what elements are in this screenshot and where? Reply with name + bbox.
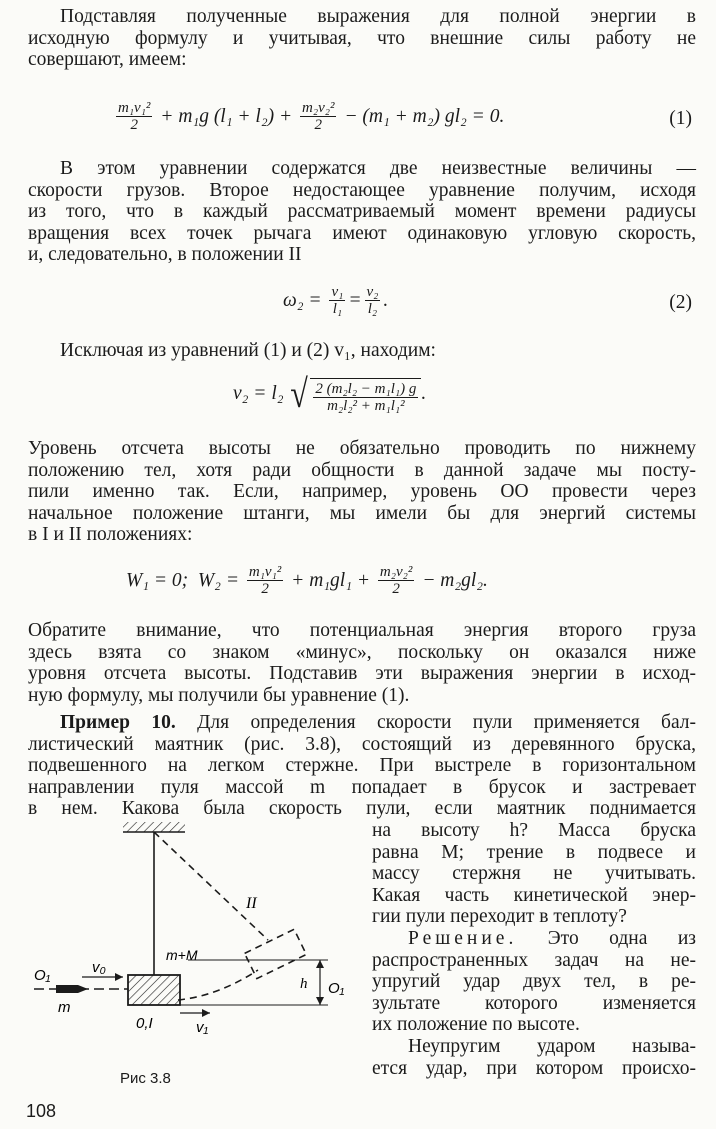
block-deflected bbox=[245, 929, 307, 978]
bullet-icon bbox=[56, 985, 88, 993]
text-line: совершают, имеем: bbox=[28, 49, 187, 71]
text-line: ется удар, при котором происхо- bbox=[372, 1057, 696, 1079]
text-line: исходную формулу и учитывая, что внешние силы работу не bbox=[28, 27, 696, 49]
text-line: В этом уравнении содержатся две неизвестные величины — bbox=[60, 158, 696, 179]
paragraph-1 bbox=[28, 6, 696, 71]
text-line: гии пули переходит в теплоту? bbox=[372, 906, 627, 928]
text-line: в I и II положениях: bbox=[28, 524, 193, 546]
text-line: Это одна из bbox=[517, 927, 696, 949]
text-line: пили именно так. Если, например, уровень OO провести через bbox=[28, 481, 696, 503]
text-line: уровня отсчета высоты. Подставив эти выражения энергии в исход- bbox=[28, 663, 696, 685]
ballistic-pendulum-figure bbox=[28, 820, 358, 1090]
text-line: ную формулу, мы получили бы уравнение (1). bbox=[28, 684, 410, 706]
paragraph-4 bbox=[28, 438, 696, 546]
label-mass: m+M bbox=[166, 947, 198, 963]
text-line: подвешенного на легком стержне. При выстреле в горизонтальном bbox=[28, 755, 696, 777]
paragraph-3 bbox=[60, 340, 560, 362]
wooden-block bbox=[128, 975, 180, 1005]
text-line: распространенных задач на не- bbox=[372, 949, 696, 971]
text-line: начальное положение штанги, мы имели бы для энергий системы bbox=[28, 502, 696, 524]
text-line: Обратите внимание, что потенциальная энергия второго груза bbox=[28, 620, 696, 641]
page-number: 108 bbox=[26, 1101, 57, 1121]
equation-2 bbox=[28, 284, 696, 324]
text-line: Для определения скорости пули применяется бал- bbox=[175, 712, 697, 733]
text-line: массу стержня не учитывать. bbox=[372, 863, 696, 885]
label-o-left: O₁ bbox=[34, 967, 51, 984]
label-height: h bbox=[300, 976, 308, 992]
equation-4 bbox=[28, 564, 696, 608]
equation-4-body: W₁ = 0; W₂ = $\frac{\text{m₁v₁²}}{2}$ + m₁gl₁ + $\frac{\text{m₂v₂²}}{2}$ − m₂gl₂. bbox=[126, 564, 488, 597]
text-line: зультате которого изменяется bbox=[372, 992, 696, 1014]
solution-title: Решение. bbox=[408, 927, 518, 949]
trajectory-arc bbox=[178, 970, 258, 1000]
example-title: Пример 10. bbox=[60, 712, 176, 733]
equation-1-body: $\frac{\text{m₁v₁²}}{2}$ + m₁g (l₁ + l₂) + $\frac{\text{m₂v₂²}}{2}$ − (m₁ + m₂) gl₂ = 0. bbox=[118, 100, 505, 133]
label-position-2: II bbox=[246, 895, 257, 912]
label-position-1: 0,I bbox=[136, 1015, 153, 1032]
text-line: их положение по высоте. bbox=[372, 1014, 580, 1036]
text-line: положению тел, хотя ради общности в данной задаче мы посту- bbox=[28, 459, 696, 481]
text-line: вращения всех точек рычага имеют одинаковую угловую скорость, bbox=[28, 222, 696, 244]
paragraph-2 bbox=[28, 158, 696, 266]
text-line: Какая часть кинетической энер- bbox=[372, 884, 696, 906]
label-v1: v₁ bbox=[196, 1019, 209, 1036]
text-line: Неупругим ударом называ- bbox=[408, 1035, 696, 1057]
text-line: в нем. Какова была скорость пули, если маятник поднимается bbox=[28, 798, 696, 820]
equation-3 bbox=[28, 371, 696, 426]
text-line: Подставляя полученные выражения для полной энергии в bbox=[60, 6, 696, 27]
ceiling-hatch bbox=[123, 822, 185, 832]
text-line: листический маятник (рис. 3.8), состоящий из деревянного бруска, bbox=[28, 733, 696, 755]
text-line: Уровень отсчета высоты не обязательно проводить по нижнему bbox=[28, 438, 696, 459]
text-line: Исключая из уравнений (1) и (2) v₁, находим: bbox=[60, 340, 436, 361]
equation-1 bbox=[28, 100, 696, 146]
text-line: и, следовательно, в положении II bbox=[28, 244, 302, 266]
figure-caption: Рис 3.8 bbox=[120, 1070, 171, 1087]
equation-1-label: (1) bbox=[669, 108, 692, 129]
label-bullet-mass: m bbox=[58, 999, 71, 1016]
text-line: упругий удар двух тел, в ре- bbox=[372, 971, 696, 993]
text-line: из того, что в каждый рассматриваемый момент времени радиусы bbox=[28, 201, 696, 223]
example-10-continued bbox=[372, 820, 696, 1079]
text-line: скорости грузов. Второе недостающее уравнение получим, исходя bbox=[28, 179, 696, 201]
equation-2-label: (2) bbox=[669, 292, 692, 313]
label-o-right: O₁ bbox=[328, 980, 345, 997]
equation-2-body: ω₂ = $\frac{\text{v₁}}{\text{l₁}}$ = $\frac{\text{v₂}}{\text{l₂}}$ . bbox=[283, 284, 389, 317]
paragraph-5 bbox=[28, 620, 696, 706]
text-line: равна M; трение в подвесе и bbox=[372, 841, 696, 863]
pendulum-rod-deflected bbox=[154, 832, 268, 940]
example-10 bbox=[28, 712, 696, 820]
text-line: направлении пуля массой m попадает в брусок и застревает bbox=[28, 776, 696, 798]
label-v0: v₀ bbox=[92, 959, 106, 976]
equation-3-body: v₂ = l₂ √ $\frac{\text{2 (m₂l₂ − m₁l₁) g}}{\text{m₂l₂² + m₁l₁²}}$ . bbox=[233, 371, 427, 416]
text-line: на высоту h? Масса бруска bbox=[372, 820, 696, 841]
text-line: здесь взята со знаком «минус», поскольку он оказался ниже bbox=[28, 641, 696, 663]
